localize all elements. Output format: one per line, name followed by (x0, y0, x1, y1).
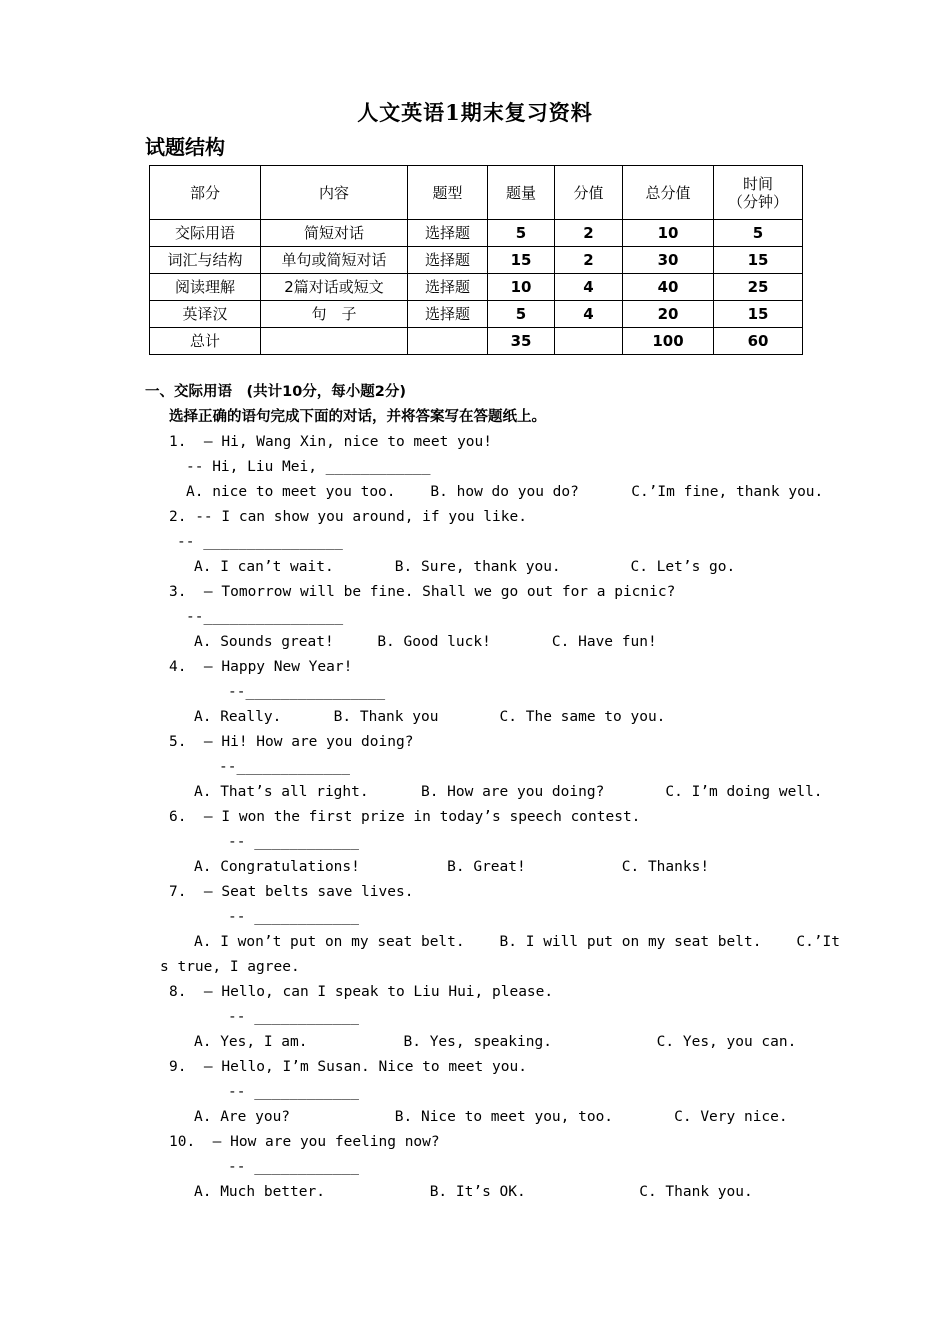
answer-blank: -- ________________ (177, 534, 343, 550)
question-text: 1. – Hi, Wang Xin, nice to meet you! (169, 434, 493, 450)
question-text: 10. – How are you feeling now? (169, 1134, 440, 1150)
table-cell: 10 (488, 274, 555, 301)
answer-blank: -- ____________ (228, 1084, 359, 1100)
table-cell: 2篇对话或短文 (261, 274, 408, 301)
answer-blank: --________________ (228, 684, 386, 700)
table-cell: 15 (714, 247, 803, 274)
table-cell: 35 (488, 328, 555, 355)
section-instruction: 选择正确的语句完成下面的对话，并将答案写在答题纸上。 (169, 409, 546, 425)
table-cell: 30 (623, 247, 714, 274)
table-cell: 阅读理解 (150, 274, 261, 301)
table-cell: 4 (555, 301, 623, 328)
table-cell: 总计 (150, 328, 261, 355)
section-title-structure: 试题结构 (145, 135, 225, 159)
answer-options: A. Really. B. Thank you C. The same to you. (194, 709, 666, 725)
section-heading: 一、交际用语 (共计10分，每小题2分) (145, 384, 407, 400)
answer-options: A. nice to meet you too. B. how do you do? C.’Im fine, thank you. (186, 484, 824, 500)
question-text: 7. – Seat belts save lives. (169, 884, 414, 900)
answer-blank: --_____________ (219, 759, 350, 775)
question-text: 8. – Hello, can I speak to Liu Hui, please. (169, 984, 554, 1000)
table-cell: 60 (714, 328, 803, 355)
header-cell: 分值 (555, 166, 623, 220)
question-text: 4. – Happy New Year! (169, 659, 353, 675)
table-row (150, 274, 803, 301)
answer-options: A. Are you? B. Nice to meet you, too. C. Very nice. (194, 1109, 788, 1125)
table-cell: 英译汉 (150, 301, 261, 328)
table-cell: 5 (714, 220, 803, 247)
table-cell: 10 (623, 220, 714, 247)
table-cell: 4 (555, 274, 623, 301)
header-cell: 部分 (150, 166, 261, 220)
header-cell: 题型 (408, 166, 488, 220)
exam-structure-table (149, 165, 803, 355)
answer-options-continued: s true, I agree. (160, 959, 300, 975)
table-cell: 15 (714, 301, 803, 328)
header-time-label: 时间 (742, 174, 773, 193)
header-cell: 题量 (488, 166, 555, 220)
table-row (150, 301, 803, 328)
answer-blank: --________________ (186, 609, 344, 625)
answer-blank: -- ____________ (228, 909, 359, 925)
table-row (150, 220, 803, 247)
table-cell (555, 328, 623, 355)
answer-options: A. Congratulations! B. Great! C. Thanks! (194, 859, 710, 875)
answer-blank: -- ____________ (228, 834, 359, 850)
table-cell: 25 (714, 274, 803, 301)
header-cell-time (714, 166, 803, 220)
table-cell: 2 (555, 220, 623, 247)
table-cell: 选择题 (408, 247, 488, 274)
page-title: 人文英语1期末复习资料 (357, 100, 593, 125)
table-row (150, 247, 803, 274)
question-text: 5. – Hi! How are you doing? (169, 734, 414, 750)
table-cell (261, 328, 408, 355)
answer-blank: -- Hi, Liu Mei, ____________ (186, 459, 431, 475)
question-text: 3. – Tomorrow will be fine. Shall we go out for a picnic? (169, 584, 676, 600)
table-cell: 100 (623, 328, 714, 355)
header-cell: 总分值 (623, 166, 714, 220)
table-cell: 40 (623, 274, 714, 301)
table-cell: 选择题 (408, 220, 488, 247)
header-time-unit: （分钟） (727, 192, 788, 211)
answer-options: A. That’s all right. B. How are you doing? C. I’m doing well. (194, 784, 823, 800)
question-text: 2. -- I can show you around, if you like. (169, 509, 527, 525)
answer-options: A. I won’t put on my seat belt. B. I will put on my seat belt. C.’It (194, 934, 841, 950)
table-cell: 句 子 (261, 301, 408, 328)
table-total-row (150, 328, 803, 355)
table-cell (408, 328, 488, 355)
table-header-row (150, 166, 803, 220)
table-cell: 5 (488, 220, 555, 247)
table-cell: 选择题 (408, 301, 488, 328)
answer-options: A. Yes, I am. B. Yes, speaking. C. Yes, you can. (194, 1034, 797, 1050)
table-cell: 单句或简短对话 (261, 247, 408, 274)
table-cell: 选择题 (408, 274, 488, 301)
answer-options: A. Sounds great! B. Good luck! C. Have fun! (194, 634, 657, 650)
table-cell: 词汇与结构 (150, 247, 261, 274)
table-cell: 20 (623, 301, 714, 328)
table-cell: 简短对话 (261, 220, 408, 247)
table-cell: 15 (488, 247, 555, 274)
answer-options: A. I can’t wait. B. Sure, thank you. C. Let’s go. (194, 559, 736, 575)
answer-blank: -- ____________ (228, 1009, 359, 1025)
question-text: 6. – I won the first prize in today’s speech contest. (169, 809, 641, 825)
table-cell: 2 (555, 247, 623, 274)
table-cell: 交际用语 (150, 220, 261, 247)
table-cell: 5 (488, 301, 555, 328)
header-cell: 内容 (261, 166, 408, 220)
answer-blank: -- ____________ (228, 1159, 359, 1175)
question-text: 9. – Hello, I’m Susan. Nice to meet you. (169, 1059, 527, 1075)
answer-options: A. Much better. B. It’s OK. C. Thank you. (194, 1184, 753, 1200)
